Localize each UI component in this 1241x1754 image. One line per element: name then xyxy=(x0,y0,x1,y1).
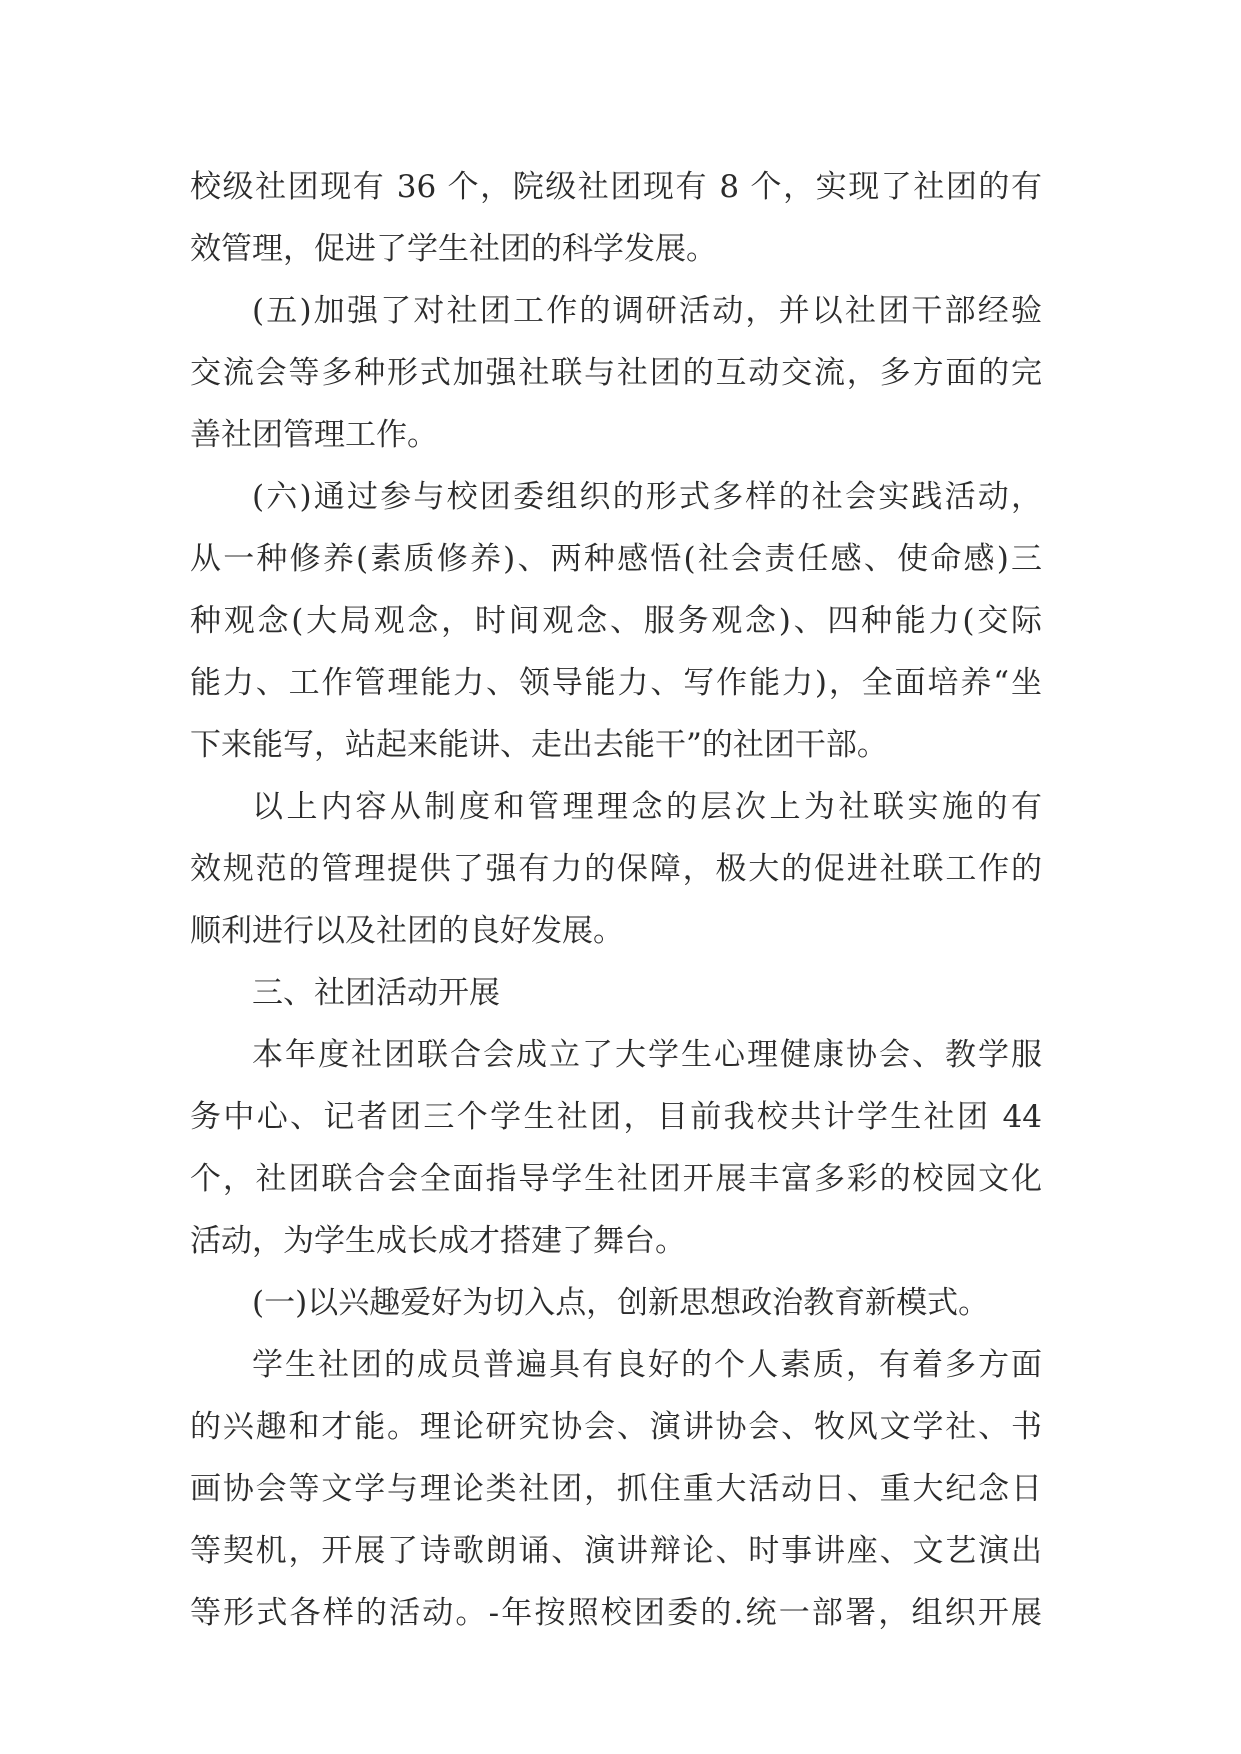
paragraph-line: 善社团管理工作。 xyxy=(190,417,438,453)
paragraph-line: (六)通过参与校团委组织的形式多样的社会实践活动， xyxy=(252,479,1042,515)
paragraph-line: 画协会等文学与理论类社团，抓住重大活动日、重大纪念日 xyxy=(190,1471,1042,1507)
subsection-heading: (一)以兴趣爱好为切入点，创新思想政治教育新模式。 xyxy=(252,1285,990,1321)
paragraph-line: 本年度社团联合会成立了大学生心理健康协会、教学服 xyxy=(252,1037,1042,1073)
paragraph-line: 下来能写，站起来能讲、走出去能干”的社团干部。 xyxy=(190,727,888,763)
paragraph-line: 等形式各样的活动。-年按照校团委的.统一部署，组织开展 xyxy=(190,1595,1042,1631)
paragraph-line: 等契机，开展了诗歌朗诵、演讲辩论、时事讲座、文艺演出 xyxy=(190,1533,1042,1569)
paragraph-line: 活动，为学生成长成才搭建了舞台。 xyxy=(190,1223,686,1259)
paragraph-line: (五)加强了对社团工作的调研活动，并以社团干部经验 xyxy=(252,293,1042,329)
paragraph-line: 顺利进行以及社团的良好发展。 xyxy=(190,913,624,949)
paragraph-line: 学生社团的成员普遍具有良好的个人素质，有着多方面 xyxy=(252,1347,1042,1383)
paragraph-line: 校级社团现有 36 个，院级社团现有 8 个，实现了社团的有 xyxy=(190,169,1042,205)
document-body xyxy=(190,156,1042,1644)
section-heading: 三、社团活动开展 xyxy=(252,975,500,1011)
paragraph-line: 能力、工作管理能力、领导能力、写作能力)，全面培养“坐 xyxy=(190,665,1042,701)
paragraph-line: 效管理，促进了学生社团的科学发展。 xyxy=(190,231,717,267)
paragraph-line: 效规范的管理提供了强有力的保障，极大的促进社联工作的 xyxy=(190,851,1042,887)
paragraph-line: 交流会等多种形式加强社联与社团的互动交流，多方面的完 xyxy=(190,355,1042,391)
paragraph-line: 个，社团联合会全面指导学生社团开展丰富多彩的校园文化 xyxy=(190,1161,1042,1197)
paragraph-line: 务中心、记者团三个学生社团，目前我校共计学生社团 44 xyxy=(190,1099,1042,1135)
paragraph-line: 的兴趣和才能。理论研究协会、演讲协会、牧风文学社、书 xyxy=(190,1409,1042,1445)
paragraph-line: 从一种修养(素质修养)、两种感悟(社会责任感、使命感)三 xyxy=(190,541,1042,577)
paragraph-line: 以上内容从制度和管理理念的层次上为社联实施的有 xyxy=(252,789,1042,825)
paragraph-line: 种观念(大局观念，时间观念、服务观念)、四种能力(交际 xyxy=(190,603,1042,639)
